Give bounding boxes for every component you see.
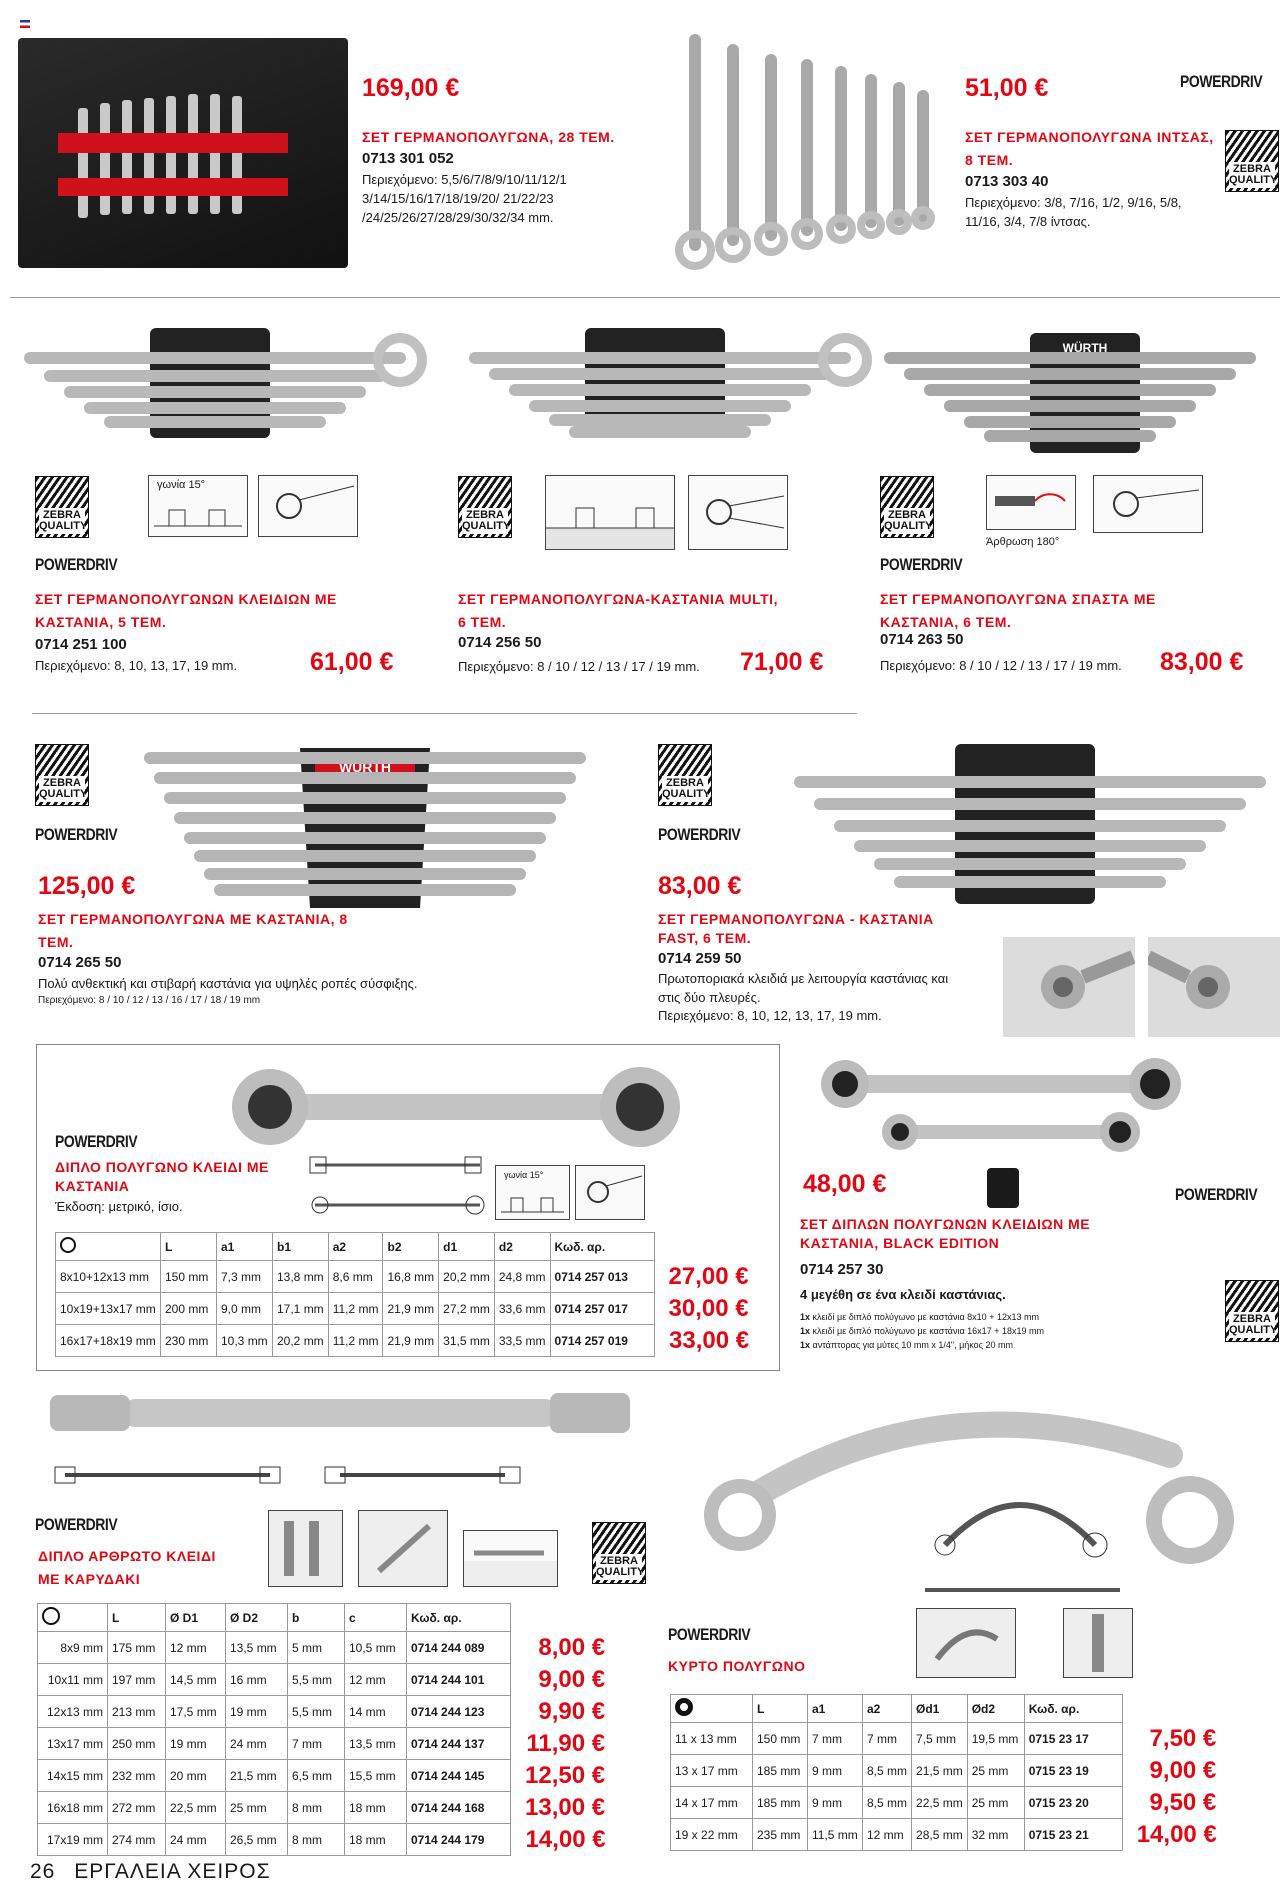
product-code: 0713 301 052 [362,150,454,167]
powerdriv-logo: POWERDRIV [35,1515,118,1534]
powerdriv-logo: POWERDRIV [668,1625,751,1644]
section-title: ΕΡΓΑΛΕΙΑ ΧΕΙΡΟΣ [74,1860,271,1883]
curved-top-diagram [1063,1608,1133,1678]
curved-wrench-table: L a1 a2 Ød1 Ød2 Κωδ. αρ. 11 x 13 mm 150 mm 7 mm 7 mm 7,5 mm 19,5 mm 0715 23 17 7,50 € 13 x 17 mm 185 mm 9 mm 8,5 mm 21,5 mm 25 mm 0715 23 19 9,00 € 14 x 17 mm 185 mm 9 mm 8,5 mm 22,5 mm 25 mm 0715 23 20 9,50 € 19 x 22 mm 235 mm 11,5 mm 12 mm 28,5 mm 32 mm 0715 23 21 14,00 € [670,1694,1221,1851]
black-edition-image [815,1055,1185,1170]
product-description: Περιεχόμενο: 5,5/6/7/8/9/10/11/12/1 3/14/15/16/17/18/19/20/ 21/22/23 /24/25/26/27/28/29/30/32/34 mm. [362,172,567,225]
wrench-roll-image [18,38,348,268]
product-description: Πρωτοποριακά κλειδιά με λειτουργία καστάνιας και στις δύο πλευρές. [658,971,949,1005]
product-code: 0714 259 50 [658,950,742,967]
zebra-quality-logo: ZEBRA QUALITY [658,744,712,806]
articulated-wrench-image [45,1385,635,1440]
table-row: 14x15 mm 232 mm 20 mm 21,5 mm 6,5 mm 15,5 mm 0714 244 145 12,50 € [38,1760,610,1792]
row-price: 7,50 € [1149,1724,1217,1752]
powerdriv-logo: POWERDRIV [35,825,118,844]
product-title: ΣΕΤ ΔΙΠΛΩΝ ΠΟΛΥΓΩΝΩΝ ΚΛΕΙΔΙΩΝ ΜΕ ΚΑΣΤΑΝΙΑ, BLACK EDITION [800,1216,1091,1251]
product-price: 169,00 € [362,74,460,102]
ring-end-diagram [575,1165,645,1220]
product-code: 0714 257 30 [800,1261,884,1278]
product-title: ΣΕΤ ΓΕΡΜΑΝΟΠΟΛΥΓΩΝΑ ΜΕ ΚΑΣΤΑΝΙΑ, 8 ΤΕΜ. [38,911,348,950]
list-item: 1x κλειδί με διπλό πολύγωνο με καστάνια 16x17 + 18x19 mm [800,1326,1044,1336]
product-code: 0714 251 100 [35,636,127,653]
zebra-quality-logo: ZEBRA QUALITY [35,744,89,806]
table-row: 11 x 13 mm 150 mm 7 mm 7 mm 7,5 mm 19,5 mm 0715 23 17 7,50 € [671,1723,1221,1755]
fast-ratchet-detail-1 [1003,937,1135,1037]
flag-icon [20,20,30,28]
powerdriv-logo: POWERDRIV [880,555,963,574]
table-row: 12x13 mm 213 mm 17,5 mm 19 mm 5,5 mm 14 mm 0714 244 123 9,90 € [38,1696,610,1728]
zebra-quality-logo: ZEBRA QUALITY [1225,1280,1279,1342]
product-title: ΔΙΠΛΟ ΠΟΛΥΓΩΝΟ ΚΛΕΙΔΙ ΜΕ ΚΑΣΤΑΝΙΑ [55,1159,269,1194]
row-price: 14,00 € [525,1825,606,1853]
table-row: 13 x 17 mm 185 mm 9 mm 8,5 mm 21,5 mm 25 mm 0715 23 19 9,00 € [671,1755,1221,1787]
ratchet-set-fast-image [790,742,1280,907]
product-contents: Περιεχόμενο: 8, 10, 12, 13, 17, 19 mm. [658,1008,882,1023]
zebra-quality-logo: ZEBRA QUALITY [458,476,512,538]
page-footer [30,1860,271,1884]
product-price: 51,00 € [965,74,1049,102]
curved-side-diagram [915,1575,1130,1605]
row-price: 9,00 € [1149,1756,1217,1784]
size-icon [38,1604,108,1632]
product-title: ΚΥΡΤΟ ΠΟΛΥΓΩΝΟ [668,1658,806,1674]
product-title: ΣΕΤ ΓΕΡΜΑΝΟΠΟΛΥΓΩΝΑ ΣΠΑΣΤΑ ΜΕ ΚΑΣΤΑΝΙΑ, 6 ΤΕΜ. [880,591,1156,630]
bit-adapter-icon [987,1168,1019,1208]
product-code: 0714 263 50 [880,631,964,648]
product-description: Περιεχόμενο: 8 / 10 / 12 / 13 / 17 / 19 mm. [880,658,1122,673]
product-description: Περιεχόμενο: 8 / 10 / 12 / 13 / 17 / 19 mm. [458,659,700,674]
table-row: 10x11 mm 197 mm 14,5 mm 16 mm 5,5 mm 12 mm 0714 244 101 9,00 € [38,1664,610,1696]
table-row: 13x17 mm 250 mm 19 mm 24 mm 7 mm 13,5 mm 0714 244 137 11,90 € [38,1728,610,1760]
ratchet-set-multi-image [455,318,875,448]
product-price: 71,00 € [740,648,824,676]
product-title: ΣΕΤ ΓΕΡΜΑΝΟΠΟΛΥΓΩΝΑ ΙΝΤΣΑΣ, 8 ΤΕΜ. [965,129,1214,168]
product-description: Περιεχόμενο: 3/8, 7/16, 1/2, 9/16, 5/8, 11/16, 3/4, 7/8 ίντσας. [965,195,1182,229]
product-price: 83,00 € [1160,648,1244,676]
contents-list [800,1310,1044,1352]
product-description: Πολύ ανθεκτική και στιβαρή καστάνια για υψηλές ροπές σύσφιξης. [38,976,418,991]
page-number: 26 [30,1860,56,1883]
dimension-diagram [320,1455,525,1495]
zebra-quality-logo: ZEBRA QUALITY [35,476,89,538]
double-ratchet-table: L a1 b1 a2 b2 d1 d2 Κωδ. αρ. 8x10+12x13 mm 150 mm 7,3 mm 13,8 mm 8,6 mm 16,8 mm 20,2 mm 24,8 mm 0714 257 013 27,00 € 10x19+13x17 mm 200 mm 9,0 mm 17,1 mm 11,2 mm 21,9 mm 27,2 mm 33,6 mm 0714 257 017 30,00 € 16x17+18x19 mm 230 mm 10,3 mm 20,2 mm 11,2 mm 21,9 mm 31,5 mm 33,5 mm 0714 257 019 33,00 € [55,1232,754,1357]
ring-end-diagram [688,475,788,550]
socket-usage-diagram-2 [358,1510,448,1587]
zebra-quality-logo: ZEBRA QUALITY [880,476,934,538]
table-row: 8x9 mm 175 mm 12 mm 13,5 mm 5 mm 10,5 mm 0714 244 089 8,00 € [38,1632,610,1664]
row-price: 8,00 € [538,1633,606,1661]
powerdriv-logo: POWERDRIV [1180,72,1263,91]
angle-15-diagram: γωνία 15° [495,1165,570,1220]
row-price: 12,50 € [525,1761,606,1789]
zebra-quality-logo: ZEBRA QUALITY [592,1522,646,1584]
joint-180-diagram [986,475,1076,530]
svg-text:WÜRTH: WÜRTH [338,759,392,775]
socket-usage-diagram-3 [463,1530,558,1587]
angle-15-diagram: γωνία 15° [148,475,248,537]
ratchet-set-5-image [0,318,440,448]
product-description: Έκδοση: μετρικό, ίσιο. [55,1199,183,1214]
table-row: 8x10+12x13 mm 150 mm 7,3 mm 13,8 mm 8,6 mm 16,8 mm 20,2 mm 24,8 mm 0714 257 013 27,00 € [56,1261,754,1293]
product-contents: Περιεχόμενο: 8 / 10 / 12 / 13 / 16 / 17 / 18 / 19 mm [38,995,261,1006]
list-item: 1x κλειδί με διπλό πολύγωνο με καστάνια 8x10 + 12x13 mm [800,1312,1039,1322]
product-description: Περιεχόμενο: 8, 10, 13, 17, 19 mm. [35,658,238,673]
product-price: 61,00 € [310,648,394,676]
table-row: 16x18 mm 272 mm 22,5 mm 25 mm 8 mm 18 mm 0714 244 168 13,00 € [38,1792,610,1824]
ring-end-diagram [1093,475,1203,533]
size-icon [56,1233,161,1261]
product-title: ΣΕΤ ΓΕΡΜΑΝΟΠΟΛΥΓΩΝΑ-ΚΑΣΤΑΝΙΑ MULTI, 6 ΤΕΜ. [458,591,778,630]
ratchet-set-8-image [130,738,610,913]
multi-angle-diagram [545,475,675,550]
table-row: 19 x 22 mm 235 mm 11,5 mm 12 mm 28,5 mm 32 mm 0715 23 21 14,00 € [671,1819,1221,1851]
row-price: 9,50 € [1149,1788,1217,1816]
articulated-wrench-table: L Ø D1 Ø D2 b c Κωδ. αρ. 8x9 mm 175 mm 12 mm 13,5 mm 5 mm 10,5 mm 0714 244 089 8,00 € 10x11 mm 197 mm 14,5 mm 16 mm 5,5 mm 12 mm 0714 244 101 9,00 € 12x13 mm 213 mm 17,5 mm 19 mm 5,5 mm 14 mm 0714 244 123 9,90 € 13x17 mm 250 mm 19 mm 24 mm 7 mm 13,5 mm 0714 244 137 11,90 € 14x15 mm 232 mm 20 mm 21,5 mm 6,5 mm 15,5 mm 0714 244 145 12,50 € 16x18 mm 272 mm 22,5 mm 25 mm 8 mm 18 mm 0714 244 168 13,00 € 17x19 mm 274 mm 24 mm 26,5 mm 8 mm 18 mm 0714 244 179 14,00 € [37,1603,610,1856]
size-icon [671,1695,753,1723]
dimension-diagram [305,1135,490,1220]
product-title: ΣΕΤ ΓΕΡΜΑΝΟΠΟΛΥΓΩΝΑ, 28 ΤΕΜ. [362,129,615,145]
curved-usage-diagram [916,1608,1016,1678]
powerdriv-logo: POWERDRIV [55,1132,138,1151]
curved-dimension-diagram [925,1465,1115,1565]
section-divider [10,297,1280,298]
product-title: ΣΕΤ ΓΕΡΜΑΝΟΠΟΛΥΓΩΝΩΝ ΚΛΕΙΔΙΩΝ ΜΕ ΚΑΣΤΑΝΙΑ, 5 ΤΕΜ. [35,591,337,630]
product-code: 0714 256 50 [458,634,542,651]
ring-end-diagram [258,475,358,537]
table-row: 17x19 mm 274 mm 24 mm 26,5 mm 8 mm 18 mm 0714 244 179 14,00 € [38,1824,610,1856]
powerdriv-logo: POWERDRIV [1175,1185,1258,1204]
svg-text:WÜRTH: WÜRTH [1062,341,1108,355]
product-price: 83,00 € [658,872,742,900]
row-price: 33,00 € [669,1326,750,1354]
socket-usage-diagram-1 [268,1510,343,1587]
product-code: 0713 303 40 [965,173,1049,190]
fast-ratchet-detail-2 [1148,937,1280,1037]
row-price: 13,00 € [525,1793,606,1821]
table-row: 10x19+13x17 mm 200 mm 9,0 mm 17,1 mm 11,2 mm 21,9 mm 27,2 mm 33,6 mm 0714 257 017 30,00 € [56,1293,754,1325]
ratchet-set-flex-image [880,318,1280,458]
table-row: 16x17+18x19 mm 230 mm 10,3 mm 20,2 mm 11,2 mm 21,9 mm 31,5 mm 33,5 mm 0714 257 019 33,00 € [56,1325,754,1357]
product-price: 125,00 € [38,872,136,900]
joint-180-label: Άρθρωση 180° [986,536,1060,548]
row-price: 9,90 € [538,1697,606,1725]
product-title: ΔΙΠΛΟ ΑΡΘΡΩΤΟ ΚΛΕΙΔΙ ΜΕ ΚΑΡΥΔΑΚΙ [38,1548,216,1587]
row-price: 30,00 € [668,1294,749,1322]
wrench-set-image [665,10,955,275]
table-row: 14 x 17 mm 185 mm 9 mm 8,5 mm 22,5 mm 25 mm 0715 23 20 9,50 € [671,1787,1221,1819]
row-price: 27,00 € [668,1262,749,1290]
product-code: 0714 265 50 [38,954,122,971]
dimension-diagram [45,1455,290,1495]
row-price: 11,90 € [526,1729,606,1757]
powerdriv-logo: POWERDRIV [35,555,118,574]
row-price: 14,00 € [1136,1820,1217,1848]
product-title: ΣΕΤ ΓΕΡΜΑΝΟΠΟΛΥΓΩΝΑ - ΚΑΣΤΑΝΙΑ FAST, 6 ΤΕΜ. [658,911,934,946]
section-divider [32,713,857,714]
zebra-quality-logo: ZEBRA QUALITY [1225,130,1279,192]
powerdriv-logo: POWERDRIV [658,825,741,844]
list-item: 1x αντάπτορας για μύτες 10 mm x 1/4", μήκος 20 mm [800,1340,1014,1350]
product-price: 48,00 € [803,1170,887,1198]
row-price: 9,00 € [538,1665,606,1693]
product-headline: 4 μεγέθη σε ένα κλειδί καστάνιας. [800,1287,1006,1302]
